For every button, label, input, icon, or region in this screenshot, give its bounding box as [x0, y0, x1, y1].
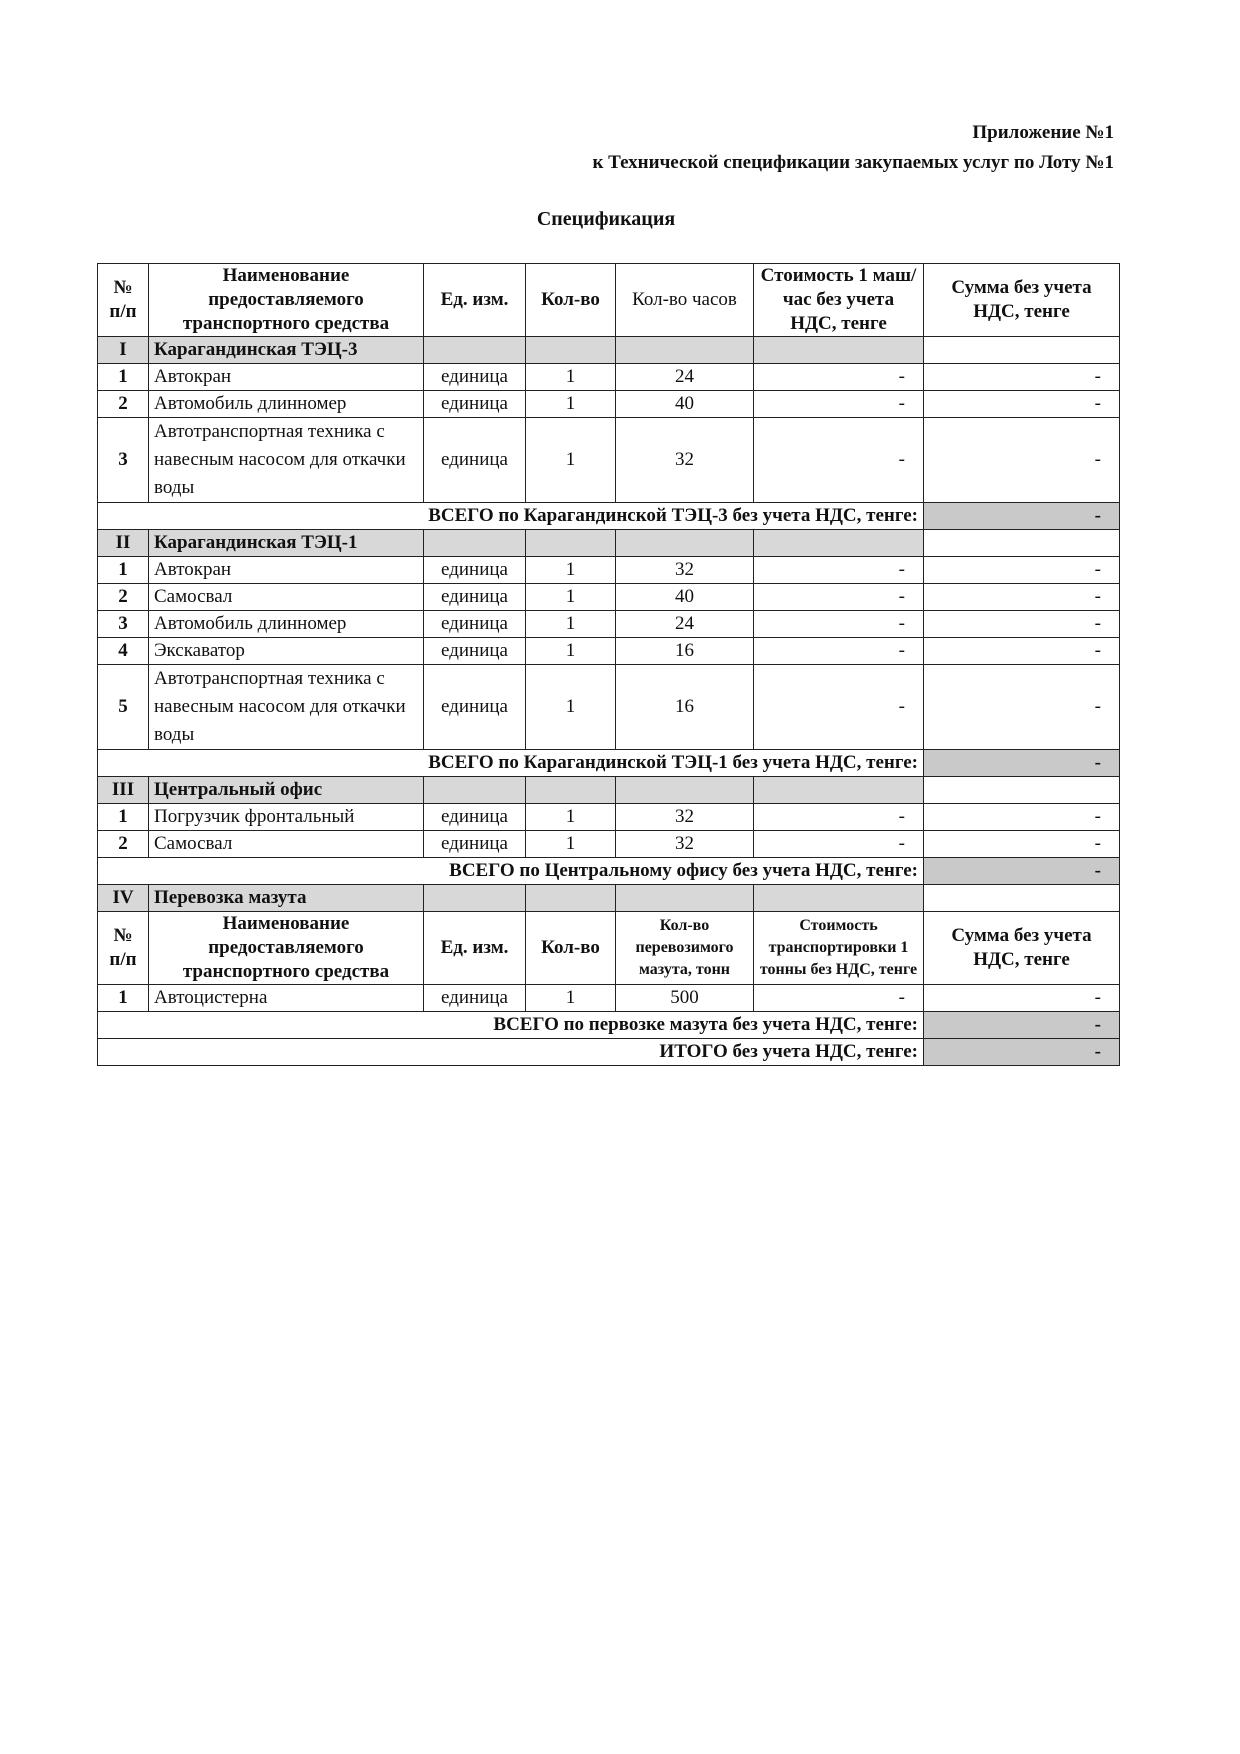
row-unit: единица [424, 831, 526, 858]
table-row [98, 831, 1120, 858]
section-empty-cell [424, 530, 526, 557]
row-qty: 1 [526, 831, 616, 858]
table-header-row [98, 264, 1120, 337]
row-price: - [754, 985, 924, 1012]
row-hours: 24 [616, 611, 754, 638]
table-row [98, 611, 1120, 638]
row-unit: единица [424, 611, 526, 638]
section-empty-cell [424, 777, 526, 804]
row-sum: - [924, 831, 1120, 858]
row-unit: единица [424, 557, 526, 584]
row-hours: 500 [616, 985, 754, 1012]
section-empty-cell [924, 777, 1120, 804]
section-header-row [98, 530, 1120, 557]
section-empty-cell [616, 885, 754, 912]
row-number: 2 [98, 584, 149, 611]
row-hours: 32 [616, 831, 754, 858]
table-row [98, 638, 1120, 665]
table-row [98, 418, 1120, 503]
row-vehicle-name: Автокран [149, 364, 424, 391]
col-tons-header: Кол-во перевозимого мазута, тонн [616, 912, 754, 985]
row-unit: единица [424, 985, 526, 1012]
row-qty: 1 [526, 611, 616, 638]
row-qty: 1 [526, 391, 616, 418]
row-unit: единица [424, 638, 526, 665]
section-empty-cell [616, 530, 754, 557]
section-total-value: - [924, 858, 1120, 885]
table-row [98, 557, 1120, 584]
row-number: 2 [98, 831, 149, 858]
section-number: I [98, 337, 149, 364]
grand-total-value: - [924, 1039, 1120, 1066]
row-number: 4 [98, 638, 149, 665]
row-sum: - [924, 665, 1120, 750]
col-num-header: № п/п [98, 912, 149, 985]
row-sum: - [924, 364, 1120, 391]
row-vehicle-name: Автотранспортная техника с навесным насосом для откачки воды [149, 665, 424, 750]
col-unit-header: Ед. изм. [424, 264, 526, 337]
row-qty: 1 [526, 364, 616, 391]
row-hours: 16 [616, 665, 754, 750]
row-number: 1 [98, 557, 149, 584]
row-price: - [754, 804, 924, 831]
row-unit: единица [424, 418, 526, 503]
section-total-label: ВСЕГО по Карагандинской ТЭЦ-1 без учета НДС, тенге: [98, 750, 924, 777]
section-empty-cell [924, 530, 1120, 557]
row-price: - [754, 831, 924, 858]
section-total-value: - [924, 503, 1120, 530]
section-total-label: ВСЕГО по первозке мазута без учета НДС, тенге: [98, 1012, 924, 1039]
col-price-header: Стоимость транспортировки 1 тонны без НДС, тенге [754, 912, 924, 985]
section-empty-cell [754, 530, 924, 557]
row-hours: 24 [616, 364, 754, 391]
row-price: - [754, 638, 924, 665]
row-vehicle-name: Погрузчик фронтальный [149, 804, 424, 831]
row-number: 1 [98, 804, 149, 831]
section-total-row [98, 1012, 1120, 1039]
section-header-row [98, 885, 1120, 912]
row-number: 2 [98, 391, 149, 418]
row-unit: единица [424, 804, 526, 831]
row-number: 3 [98, 611, 149, 638]
row-sum: - [924, 985, 1120, 1012]
table-row [98, 584, 1120, 611]
section-empty-cell [526, 337, 616, 364]
section-number: II [98, 530, 149, 557]
section-title: Карагандинская ТЭЦ-1 [149, 530, 424, 557]
row-vehicle-name: Автомобиль длинномер [149, 611, 424, 638]
section-total-value: - [924, 750, 1120, 777]
row-price: - [754, 557, 924, 584]
section-number: III [98, 777, 149, 804]
mazut-header-row [98, 912, 1120, 985]
section-total-label: ВСЕГО по Карагандинской ТЭЦ-3 без учета НДС, тенге: [98, 503, 924, 530]
section-header-row [98, 337, 1120, 364]
row-vehicle-name: Самосвал [149, 831, 424, 858]
row-qty: 1 [526, 638, 616, 665]
table-row [98, 364, 1120, 391]
row-number: 1 [98, 985, 149, 1012]
row-sum: - [924, 804, 1120, 831]
row-price: - [754, 418, 924, 503]
row-qty: 1 [526, 557, 616, 584]
section-empty-cell [754, 777, 924, 804]
table-row [98, 804, 1120, 831]
row-sum: - [924, 584, 1120, 611]
table-row [98, 665, 1120, 750]
section-total-row [98, 858, 1120, 885]
document-title: Спецификация [536, 208, 676, 230]
row-hours: 32 [616, 418, 754, 503]
section-empty-cell [424, 885, 526, 912]
col-num-header: № п/п [98, 264, 149, 337]
section-title: Карагандинская ТЭЦ-3 [149, 337, 424, 364]
row-vehicle-name: Экскаватор [149, 638, 424, 665]
row-sum: - [924, 557, 1120, 584]
grand-total-row [98, 1039, 1120, 1066]
section-empty-cell [616, 777, 754, 804]
section-title: Центральный офис [149, 777, 424, 804]
row-sum: - [924, 418, 1120, 503]
row-vehicle-name: Автомобиль длинномер [149, 391, 424, 418]
section-empty-cell [526, 885, 616, 912]
row-unit: единица [424, 391, 526, 418]
row-unit: единица [424, 584, 526, 611]
col-qty-header: Кол-во [526, 912, 616, 985]
appendix-label: Приложение №1 [972, 122, 1114, 143]
row-number: 1 [98, 364, 149, 391]
section-total-value: - [924, 1012, 1120, 1039]
row-hours: 32 [616, 557, 754, 584]
row-sum: - [924, 638, 1120, 665]
appendix-subtitle: к Технической спецификации закупаемых услуг по Лоту №1 [592, 152, 1114, 173]
col-name-header: Наименование предоставляемого транспортного средства [149, 912, 424, 985]
row-unit: единица [424, 665, 526, 750]
col-sum-header: Сумма без учета НДС, тенге [924, 264, 1120, 337]
row-sum: - [924, 391, 1120, 418]
section-empty-cell [424, 337, 526, 364]
section-empty-cell [616, 337, 754, 364]
row-hours: 40 [616, 391, 754, 418]
row-price: - [754, 665, 924, 750]
grand-total-label: ИТОГО без учета НДС, тенге: [98, 1039, 924, 1066]
section-total-row [98, 503, 1120, 530]
row-number: 3 [98, 418, 149, 503]
col-name-header: Наименование предоставляемого транспортного средства [149, 264, 424, 337]
row-qty: 1 [526, 804, 616, 831]
row-unit: единица [424, 364, 526, 391]
row-sum: - [924, 611, 1120, 638]
section-empty-cell [754, 885, 924, 912]
col-unit-header: Ед. изм. [424, 912, 526, 985]
row-qty: 1 [526, 418, 616, 503]
row-number: 5 [98, 665, 149, 750]
row-qty: 1 [526, 665, 616, 750]
col-qty-header: Кол-во [526, 264, 616, 337]
row-vehicle-name: Автоцистерна [149, 985, 424, 1012]
row-hours: 32 [616, 804, 754, 831]
row-qty: 1 [526, 985, 616, 1012]
section-empty-cell [526, 777, 616, 804]
col-sum-header: Сумма без учета НДС, тенге [924, 912, 1120, 985]
section-empty-cell [526, 530, 616, 557]
section-total-label: ВСЕГО по Центральному офису без учета НДС, тенге: [98, 858, 924, 885]
section-header-row [98, 777, 1120, 804]
section-number: IV [98, 885, 149, 912]
table-row [98, 391, 1120, 418]
row-vehicle-name: Автокран [149, 557, 424, 584]
section-empty-cell [924, 337, 1120, 364]
section-empty-cell [754, 337, 924, 364]
section-total-row [98, 750, 1120, 777]
row-hours: 40 [616, 584, 754, 611]
specification-table [97, 263, 1120, 1066]
row-qty: 1 [526, 584, 616, 611]
row-price: - [754, 611, 924, 638]
row-hours: 16 [616, 638, 754, 665]
table-row [98, 985, 1120, 1012]
section-empty-cell [924, 885, 1120, 912]
col-price-header: Стоимость 1 маш/час без учета НДС, тенге [754, 264, 924, 337]
row-vehicle-name: Автотранспортная техника с навесным насосом для откачки воды [149, 418, 424, 503]
section-title: Перевозка мазута [149, 885, 424, 912]
row-price: - [754, 584, 924, 611]
row-price: - [754, 391, 924, 418]
col-hours-header: Кол-во часов [616, 264, 754, 337]
row-price: - [754, 364, 924, 391]
row-vehicle-name: Самосвал [149, 584, 424, 611]
